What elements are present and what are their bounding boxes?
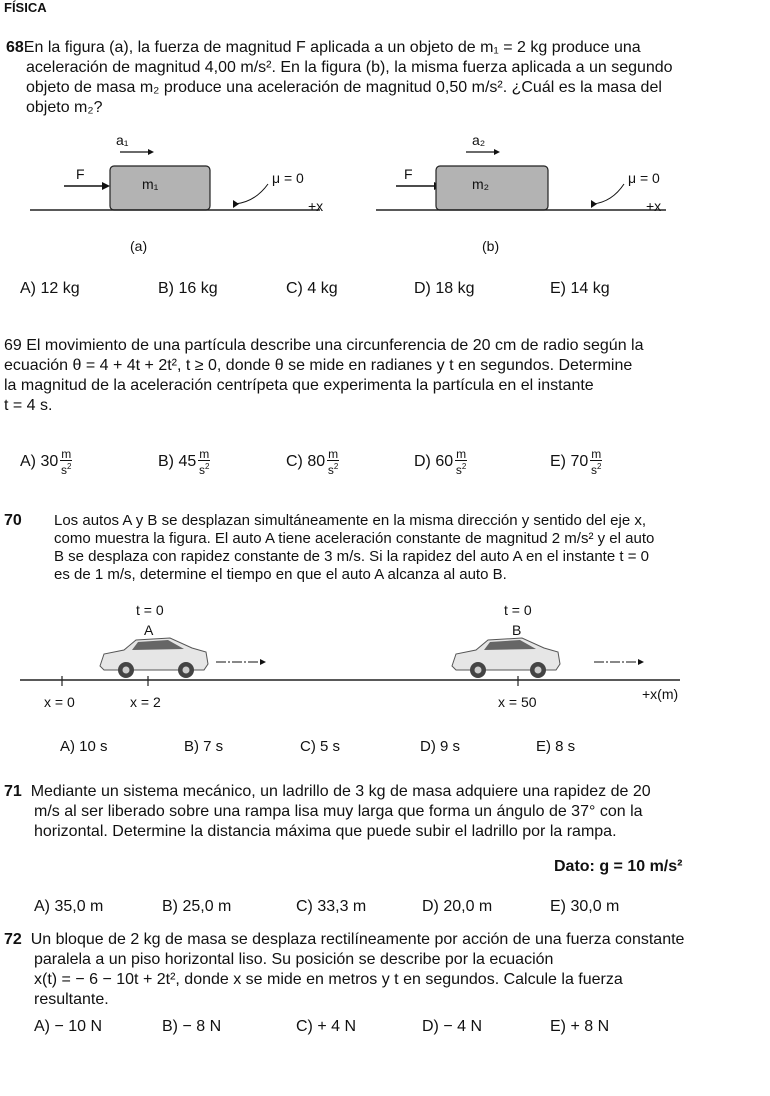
figure-a — [30, 132, 350, 258]
car-a-label: A — [144, 622, 154, 638]
question-text: Los autos A y B se desplazan simultáneamente en la misma dirección y sentido del eje x, — [54, 512, 646, 529]
option-text: − 10 N — [54, 1018, 103, 1035]
option-a[interactable] — [34, 1018, 102, 1036]
question-text: m/s al ser liberado sobre una rampa lisa muy larga que forma un ángulo de 37° con la — [34, 803, 643, 820]
option-letter: B) — [158, 453, 174, 471]
unit-numerator: m — [199, 447, 210, 461]
mass-label-b: m₂ — [472, 176, 490, 192]
option-text: 7 s — [203, 738, 224, 755]
option-text: 18 kg — [435, 280, 475, 297]
option-letter: A) — [20, 280, 36, 297]
unit-fraction — [198, 448, 210, 476]
unit-denominator: $s^2$ — [455, 462, 467, 477]
option-a[interactable] — [20, 280, 80, 298]
unit-fraction — [60, 448, 72, 476]
question-text: objeto m₂? — [26, 99, 103, 116]
option-c[interactable] — [286, 280, 338, 298]
force-arrowhead-a — [102, 182, 110, 190]
accel-arrowhead-a — [148, 149, 154, 155]
unit-denominator: $s^2$ — [61, 462, 72, 477]
option-b[interactable] — [162, 898, 231, 916]
option-text: 16 kg — [178, 280, 218, 297]
option-value: 70 — [570, 453, 589, 471]
question-number: 71 — [4, 783, 22, 800]
option-letter: E) — [550, 1018, 566, 1035]
option-b[interactable] — [158, 280, 218, 298]
question-text: t = 4 s. — [4, 397, 53, 414]
question-text: Mediante un sistema mecánico, un ladrillo de 3 kg de masa adquiere una rapidez de 20 — [30, 783, 651, 800]
question-text: Un bloque de 2 kg de masa se desplaza rectilíneamente por acción de una fuerza constante — [30, 931, 685, 948]
option-letter: C) — [296, 898, 313, 915]
car-b — [452, 638, 560, 678]
option-c[interactable] — [286, 448, 339, 476]
car-a-time: t = 0 — [136, 602, 164, 618]
unit-numerator: m — [61, 447, 72, 461]
option-text: − 4 N — [443, 1018, 483, 1035]
option-d[interactable] — [420, 738, 460, 755]
option-e[interactable] — [550, 898, 619, 916]
question-text: horizontal. Determine la distancia máxima que puede subir el ladrillo por la rampa. — [34, 823, 617, 840]
accel-label-b: a₂ — [472, 132, 486, 148]
question-70 — [54, 512, 686, 584]
option-letter: D) — [420, 738, 436, 755]
question-number: 69 — [4, 337, 22, 354]
option-letter: B) — [158, 280, 174, 297]
block-m1 — [110, 166, 210, 210]
unit-numerator: m — [456, 447, 467, 461]
option-text: 20,0 m — [443, 898, 493, 915]
option-letter: B) — [184, 738, 199, 755]
question-72 — [4, 930, 702, 1010]
option-value: 45 — [178, 453, 197, 471]
option-letter: C) — [286, 453, 303, 471]
question-text: En la figura (a), la fuerza de magnitud F aplicada a un objeto de m₁ = 2 kg produce una — [23, 39, 641, 56]
mu-pointer-b — [593, 184, 624, 204]
question-text: El movimiento de una partícula describe una circunferencia de 20 cm de radio según la — [26, 337, 644, 354]
mu-pointer-a — [235, 184, 268, 204]
unit-fraction — [327, 448, 339, 476]
option-e[interactable] — [550, 280, 610, 298]
option-letter: E) — [536, 738, 551, 755]
figure-a-drawing — [30, 138, 350, 258]
option-c[interactable] — [296, 898, 366, 916]
option-letter: D) — [414, 453, 431, 471]
question-text: como muestra la figura. El auto A tiene aceleración constante de magnitud 2 m/s² y el auto — [54, 530, 655, 547]
question-69 — [4, 336, 702, 416]
option-d[interactable] — [422, 898, 492, 916]
option-letter: A) — [34, 1018, 50, 1035]
option-c[interactable] — [296, 1018, 356, 1036]
option-text: 14 kg — [570, 280, 610, 297]
option-a[interactable] — [60, 738, 108, 755]
question-68 — [6, 38, 700, 118]
axis-label-x: +x(m) — [642, 686, 679, 702]
option-text: + 4 N — [317, 1018, 357, 1035]
question-text: es de 1 m/s, determine el tiempo en que el auto A alcanza al auto B. — [54, 566, 507, 583]
option-letter: C) — [286, 280, 303, 297]
option-a[interactable] — [20, 448, 72, 476]
question-text: ecuación θ = 4 + 4t + 2t², t ≥ 0, donde θ se mide en radianes y t en segundos. Determine — [4, 357, 633, 374]
option-b[interactable] — [158, 448, 210, 476]
question-text: objeto de masa m₂ produce una aceleración de magnitud 0,50 m/s². ¿Cuál es la masa del — [26, 79, 662, 96]
option-text: 30,0 m — [570, 898, 620, 915]
block-m2 — [436, 166, 548, 210]
option-value: 60 — [435, 453, 454, 471]
question-text: x(t) = − 6 − 10t + 2t², donde x se mide en metros y t en segundos. Calcule la fuerza — [34, 971, 623, 988]
figure-cars-drawing — [20, 600, 720, 720]
dato-gravity: Dato: g = 10 m/s² — [554, 858, 683, 875]
option-letter: A) — [34, 898, 50, 915]
question-text: B se desplaza con rapidez constante de 3 m/s. Si la rapidez del auto A en el instante t = 0 — [54, 548, 649, 565]
question-text: paralela a un piso horizontal liso. Su posición se describe por la ecuación — [34, 951, 554, 968]
unit-fraction — [455, 448, 467, 476]
unit-numerator: m — [328, 447, 339, 461]
figure-b — [376, 132, 696, 258]
option-text: 25,0 m — [182, 898, 232, 915]
unit-den-text: s — [199, 463, 206, 477]
unit-denominator: $s^2$ — [199, 462, 210, 477]
option-e[interactable] — [536, 738, 575, 755]
caption-b: (b) — [482, 238, 500, 254]
option-letter: A) — [20, 453, 36, 471]
option-letter: C) — [296, 1018, 313, 1035]
option-d[interactable] — [414, 448, 467, 476]
option-text: 5 s — [320, 738, 341, 755]
option-letter: E) — [550, 280, 566, 297]
question-number: 70 — [4, 512, 22, 529]
figure-cars — [20, 600, 720, 720]
option-b[interactable] — [184, 738, 223, 755]
unit-fraction — [590, 448, 602, 476]
car-a — [100, 638, 208, 678]
option-value: 30 — [40, 453, 59, 471]
accel-arrowhead-b — [494, 149, 500, 155]
mu-pointer-head-b — [591, 200, 597, 208]
option-b[interactable] — [162, 1018, 221, 1036]
question-text: resultante. — [34, 991, 109, 1008]
unit-denominator: $s^2$ — [327, 462, 339, 477]
force-label-b: F — [404, 166, 413, 182]
option-d[interactable] — [414, 280, 474, 298]
option-letter: E) — [550, 453, 566, 471]
option-a[interactable] — [34, 898, 103, 916]
option-text: 4 kg — [307, 280, 338, 297]
unit-denominator: $s^2$ — [591, 462, 602, 477]
option-letter: C) — [300, 738, 316, 755]
question-number: 72 — [4, 931, 22, 948]
option-text: + 8 N — [570, 1018, 610, 1035]
question-71 — [4, 782, 702, 842]
force-label-a: F — [76, 166, 85, 182]
subject-header: FÍSICA — [4, 0, 47, 15]
option-letter: E) — [550, 898, 566, 915]
question-text: aceleración de magnitud 4,00 m/s². En la figura (b), la misma fuerza aplicada a un segundo — [26, 59, 673, 76]
mu-pointer-head-a — [233, 200, 239, 208]
unit-den-text: s — [61, 463, 68, 477]
car-b-time: t = 0 — [504, 602, 532, 618]
question-text: la magnitud de la aceleración centrípeta que experimenta la partícula en el instante — [4, 377, 594, 394]
option-letter: B) — [162, 1018, 178, 1035]
option-letter: B) — [162, 898, 178, 915]
option-text: 9 s — [440, 738, 461, 755]
option-d[interactable] — [422, 1018, 482, 1036]
unit-numerator: m — [591, 447, 602, 461]
mark-x50: x = 50 — [498, 694, 537, 710]
option-letter: A) — [60, 738, 75, 755]
mass-label-a: m₁ — [142, 176, 159, 192]
option-text: 35,0 m — [54, 898, 104, 915]
car-a-arrowhead — [260, 659, 266, 665]
mark-x2: x = 2 — [130, 694, 161, 710]
mu-label-b: μ = 0 — [628, 170, 660, 186]
option-letter: D) — [422, 898, 439, 915]
option-letter: D) — [422, 1018, 439, 1035]
option-text: 8 s — [555, 738, 576, 755]
car-b-arrowhead — [638, 659, 644, 665]
accel-label-a: a₁ — [116, 132, 129, 148]
car-b-label: B — [512, 622, 522, 638]
option-e[interactable] — [550, 448, 602, 476]
axis-label-a: +x — [308, 198, 324, 214]
axis-label-b: +x — [646, 198, 662, 214]
option-c[interactable] — [300, 738, 340, 755]
option-value: 80 — [307, 453, 326, 471]
mu-label-a: μ = 0 — [272, 170, 304, 186]
unit-den-text: s — [591, 463, 598, 477]
mark-x0: x = 0 — [44, 694, 75, 710]
option-text: 33,3 m — [317, 898, 367, 915]
option-e[interactable] — [550, 1018, 609, 1036]
question-number: 68 — [6, 39, 24, 56]
option-text: − 8 N — [182, 1018, 222, 1035]
unit-den-text: s — [327, 463, 334, 477]
option-letter: D) — [414, 280, 431, 297]
option-text: 12 kg — [40, 280, 80, 297]
option-text: 10 s — [79, 738, 108, 755]
caption-a: (a) — [130, 238, 148, 254]
unit-den-text: s — [455, 463, 462, 477]
